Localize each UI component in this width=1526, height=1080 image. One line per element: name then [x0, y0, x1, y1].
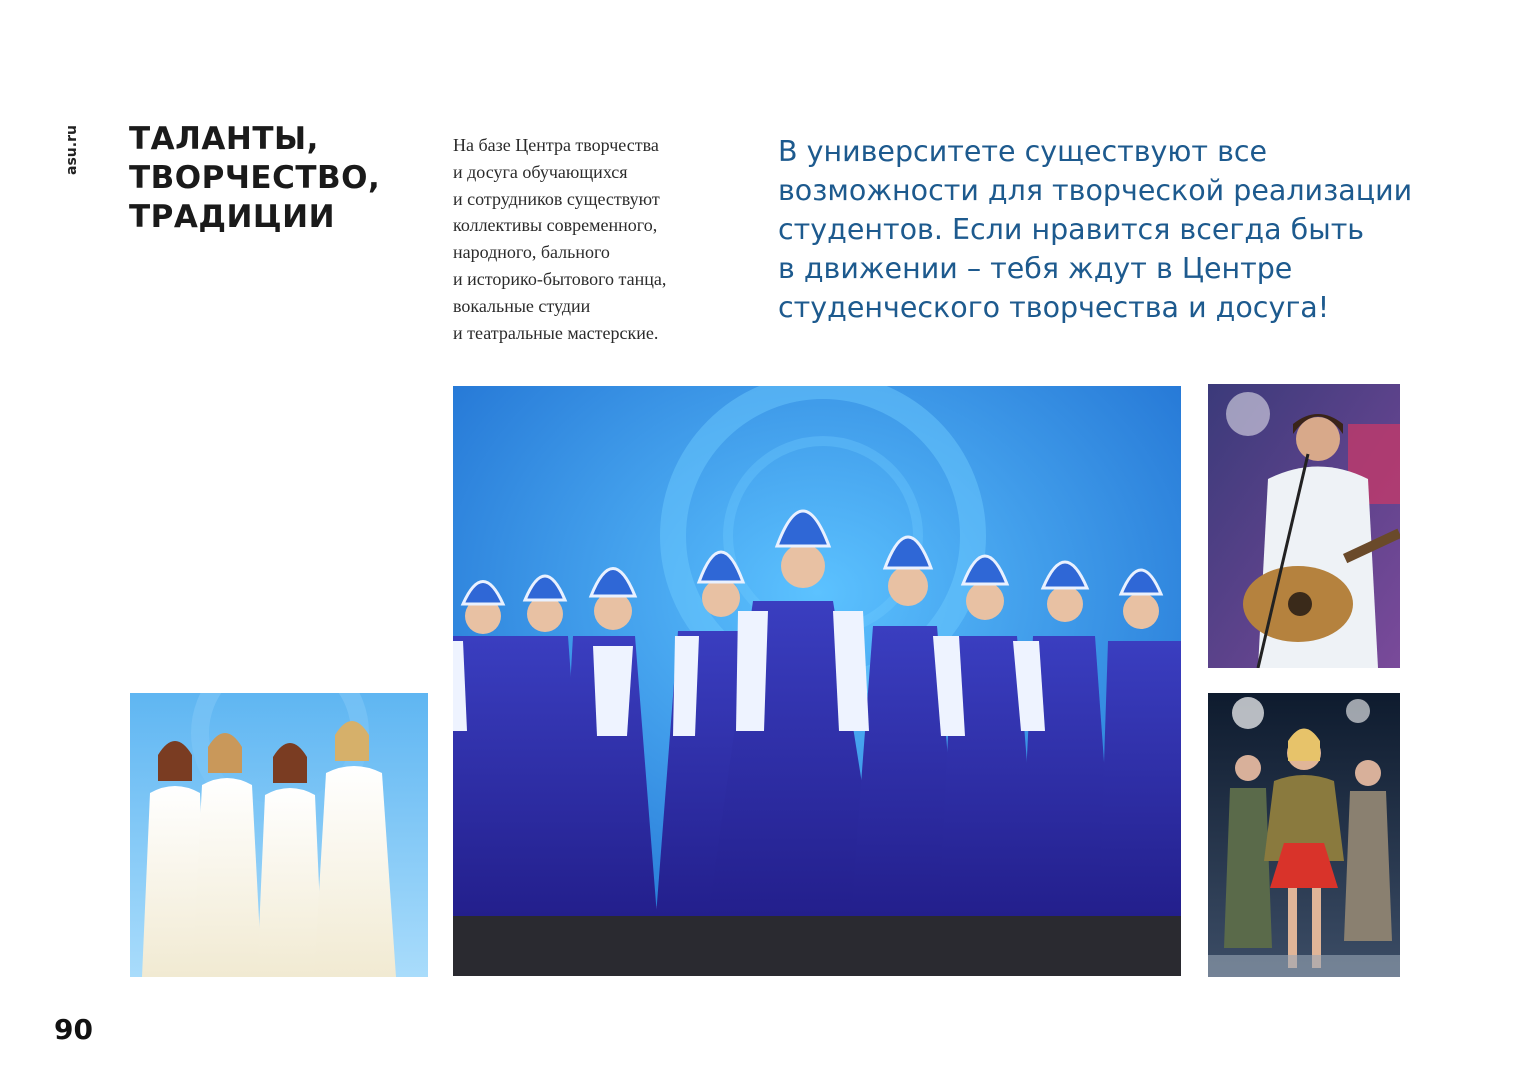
body-line: и театральные мастерские.	[453, 322, 659, 343]
title-line: ТАЛАНТЫ,	[129, 121, 319, 157]
lead-line: возможности для творческой реализации	[778, 174, 1413, 207]
folk-ensemble-photo	[453, 386, 1181, 976]
lead-line: В университете существуют все	[778, 135, 1268, 168]
lead-line: студентов. Если нравится всегда быть	[778, 213, 1365, 246]
body-paragraph	[453, 132, 713, 346]
singers-photo	[130, 693, 428, 977]
theatre-photo	[1208, 693, 1400, 977]
body-line: народного, бального	[453, 242, 610, 263]
body-line: и историко-бытового танца,	[453, 268, 667, 289]
body-line: вокальные студии	[453, 295, 591, 316]
body-line: и сотрудников существуют	[453, 188, 660, 209]
site-url: asu.ru	[64, 125, 80, 175]
title-line: ТВОРЧЕСТВО,	[129, 160, 381, 196]
guitarist-photo	[1208, 384, 1400, 668]
lead-line: студенческого творчества и досуга!	[778, 291, 1330, 324]
body-line: коллективы современного,	[453, 215, 658, 236]
title-line: ТРАДИЦИИ	[129, 199, 336, 235]
page-number: 90	[54, 1013, 93, 1046]
body-line: На базе Центра творчества	[453, 135, 659, 155]
body-line: и досуга обучающихся	[453, 161, 628, 182]
lead-paragraph	[778, 132, 1478, 327]
lead-line: в движении – тебя ждут в Центре	[778, 252, 1293, 285]
page-title	[129, 120, 380, 237]
site-label	[52, 125, 92, 175]
